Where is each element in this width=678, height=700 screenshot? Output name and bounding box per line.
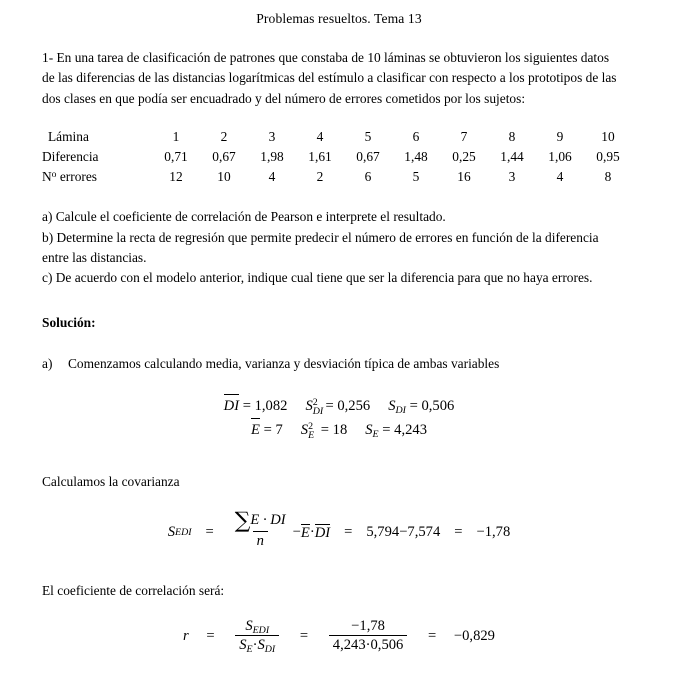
cell-lamina-2: 2 xyxy=(220,129,228,145)
sd-e-symbol: S xyxy=(239,637,247,654)
page-title: Problemas resueltos. Tema 13 xyxy=(256,11,422,26)
sd-di-expression xyxy=(388,395,454,418)
cell-errores-3: 4 xyxy=(268,169,276,185)
covariance-formula-block xyxy=(0,490,678,551)
cell-lamina-9: 9 xyxy=(556,129,564,145)
mean-e-symbol: E xyxy=(251,418,260,442)
variance-di-exponent: 2 xyxy=(312,397,318,409)
ordinal-superscript: o xyxy=(51,169,57,181)
minus-sign: − xyxy=(399,524,408,541)
equals-sign: = xyxy=(454,524,463,541)
mean-di-symbol: DI xyxy=(224,394,239,418)
variance-e-indices xyxy=(308,419,317,442)
covariance-numerator xyxy=(231,508,290,534)
sd-e-expression xyxy=(365,419,427,442)
covariance-symbol: S xyxy=(167,524,176,541)
dot-operator: · xyxy=(309,524,315,541)
variance-e-subscript: E xyxy=(308,430,315,442)
intro-paragraph: 1- En una tarea de clasificación de patrones que constaba de 10 láminas se obtuvieron los siguientes datos de las diferencias de las distancias logarítmicas del estímulo a clasificar con respecto a los prototipos de las dos clases en que podía ser encuadrado y del número de errores cometidos por los sujetos: xyxy=(42,50,617,106)
mean-e-value: 7 xyxy=(275,421,283,438)
cell-diferencia-1: 0,71 xyxy=(164,149,188,165)
variance-e-symbol: S xyxy=(300,421,309,438)
covariance-equation: S EDI = $\frac{\sum E \cdot DI}{n}$ − E · DI = 5,794 − 7,574 = −1,78 xyxy=(167,508,511,550)
cell-errores-9: 4 xyxy=(556,169,564,185)
cell-lamina-4: 4 xyxy=(316,129,324,145)
covariance-result: −1,78 xyxy=(476,524,511,541)
cell-lamina-8: 8 xyxy=(508,129,516,145)
covariance-term-right: 7,574 xyxy=(407,524,441,541)
table-row-diferencia xyxy=(42,147,632,167)
question-c: c) De acuerdo con el modelo anterior, indique cual tiene que ser la diferencia para que no haya errores. xyxy=(42,270,593,286)
cell-errores-6: 5 xyxy=(412,169,420,185)
correlation-formula-block xyxy=(0,599,678,655)
cell-diferencia-2: 0,67 xyxy=(212,149,236,165)
summation-icon: ∑ xyxy=(234,508,251,534)
cell-lamina-6: 6 xyxy=(412,129,420,145)
covariance-term-left: 5,794 xyxy=(366,524,400,541)
equals-sign: = xyxy=(344,524,353,541)
correlation-numerator-value: −1,78 xyxy=(351,617,385,634)
cell-errores-4: 2 xyxy=(316,169,324,185)
table-row-lamina xyxy=(42,127,632,147)
covariance-fraction xyxy=(231,508,290,550)
correlation-equation xyxy=(183,617,495,655)
cell-errores-8: 3 xyxy=(508,169,516,185)
question-b: b) Determine la recta de regresión que permite predecir el número de errores en función de la diferencia entre las distancias. xyxy=(42,229,599,266)
solution-part-a xyxy=(0,331,678,372)
cell-diferencia-6: 1,48 xyxy=(404,149,428,165)
correlation-denominator-symbolic xyxy=(235,635,279,653)
covariance-symbol: S xyxy=(245,617,253,634)
sd-di-symbol: S xyxy=(388,397,396,414)
cell-lamina-10: 10 xyxy=(601,129,615,145)
cell-errores-5: 6 xyxy=(364,169,372,185)
correlation-fraction-numeric xyxy=(329,618,408,654)
dot-operator: · xyxy=(365,637,371,654)
mean-di-value: 1,082 xyxy=(254,397,288,414)
cell-diferencia-3: 1,98 xyxy=(260,149,284,165)
mean-di-symbol: DI xyxy=(314,524,331,541)
correlation-result: −0,829 xyxy=(453,628,495,645)
sd-e-subscript: E xyxy=(372,428,379,440)
row-label-diferencia: Diferencia xyxy=(42,149,99,165)
dot-operator: · xyxy=(252,637,258,654)
cell-lamina-7: 7 xyxy=(460,129,468,145)
data-table-wrapper xyxy=(0,109,678,187)
mean-e-expression xyxy=(251,418,283,442)
sd-di-value: 0,506 xyxy=(370,637,404,654)
sd-e-subscript: E xyxy=(246,643,253,655)
correlation-intro: El coeficiente de correlación será: xyxy=(42,583,225,599)
variance-di-expression xyxy=(305,395,370,418)
stats-row-e xyxy=(0,418,678,442)
sd-di-symbol: S xyxy=(257,637,265,654)
minus-sign: − xyxy=(292,524,301,541)
equals-sign: = xyxy=(206,628,215,645)
equals-sign: = xyxy=(325,397,334,414)
covariance-intro: Calculamos la covarianza xyxy=(42,473,180,489)
row-label-errores: $N^o$ errores xyxy=(42,169,98,185)
equals-sign: = xyxy=(382,421,391,438)
cell-lamina-1: 1 xyxy=(172,129,180,145)
variance-e-expression xyxy=(301,419,347,442)
cell-lamina-3: 3 xyxy=(268,129,276,145)
correlation-fraction-symbolic xyxy=(235,618,279,654)
sd-di-subscript: DI xyxy=(395,404,406,416)
correlation-symbol: r xyxy=(183,628,189,645)
covariance-denominator: n xyxy=(253,531,268,549)
cell-errores-10: 8 xyxy=(604,169,612,185)
solution-a-text: Comenzamos calculando media, varianza y desviación típica de ambas variables xyxy=(68,355,500,371)
correlation-numerator-symbolic xyxy=(241,618,273,635)
solution-a-label: a) xyxy=(42,355,53,371)
variance-e-value: 18 xyxy=(332,421,348,438)
covariance-subscript: EDI xyxy=(252,624,270,636)
row-label-lamina: Lámina xyxy=(48,129,89,145)
questions-block xyxy=(0,187,678,289)
solution-heading: Solución: xyxy=(42,314,96,330)
equals-sign: = xyxy=(320,421,329,438)
variance-di-value: 0,256 xyxy=(337,397,371,414)
correlation-denominator-value xyxy=(329,635,408,653)
variance-di-subscript: DI xyxy=(312,406,324,418)
stats-row-di xyxy=(0,394,678,418)
cell-errores-7: 16 xyxy=(457,169,471,185)
equals-sign: = xyxy=(409,397,418,414)
covariance-numerator-terms: E · DI xyxy=(250,512,286,529)
data-table xyxy=(42,127,632,187)
cell-diferencia-10: 0,95 xyxy=(596,149,620,165)
sd-e-value: 4,243 xyxy=(394,421,427,438)
sd-e-symbol: S xyxy=(365,421,373,438)
sd-di-subscript: DI xyxy=(264,643,276,655)
sd-di-value: 0,506 xyxy=(421,397,455,414)
table-row-errores xyxy=(42,167,632,187)
mean-e-symbol: E xyxy=(300,524,310,541)
equals-sign: = xyxy=(299,628,309,645)
cell-diferencia-9: 1,06 xyxy=(548,149,572,165)
cell-lamina-5: 5 xyxy=(364,129,372,145)
stats-formula-block xyxy=(0,372,678,442)
equals-sign: = xyxy=(205,524,214,541)
equals-sign: = xyxy=(242,397,251,414)
variance-di-symbol: S xyxy=(305,397,313,414)
question-a: a) Calcule el coeficiente de correlación de Pearson e interprete el resultado. xyxy=(42,209,446,225)
cell-diferencia-5: 0,67 xyxy=(356,149,380,165)
sd-e-value: 4,243 xyxy=(332,637,366,654)
cell-errores-1: 12 xyxy=(169,169,183,185)
cell-diferencia-4: 1,61 xyxy=(308,149,332,165)
variance-di-indices xyxy=(312,395,324,418)
cell-diferencia-7: 0,25 xyxy=(452,149,476,165)
mean-di-expression xyxy=(224,394,288,418)
cell-diferencia-8: 1,44 xyxy=(500,149,524,165)
equals-sign: = xyxy=(428,628,437,645)
variance-e-exponent: 2 xyxy=(308,421,314,433)
cell-errores-2: 10 xyxy=(217,169,231,185)
equals-sign: = xyxy=(263,421,272,438)
